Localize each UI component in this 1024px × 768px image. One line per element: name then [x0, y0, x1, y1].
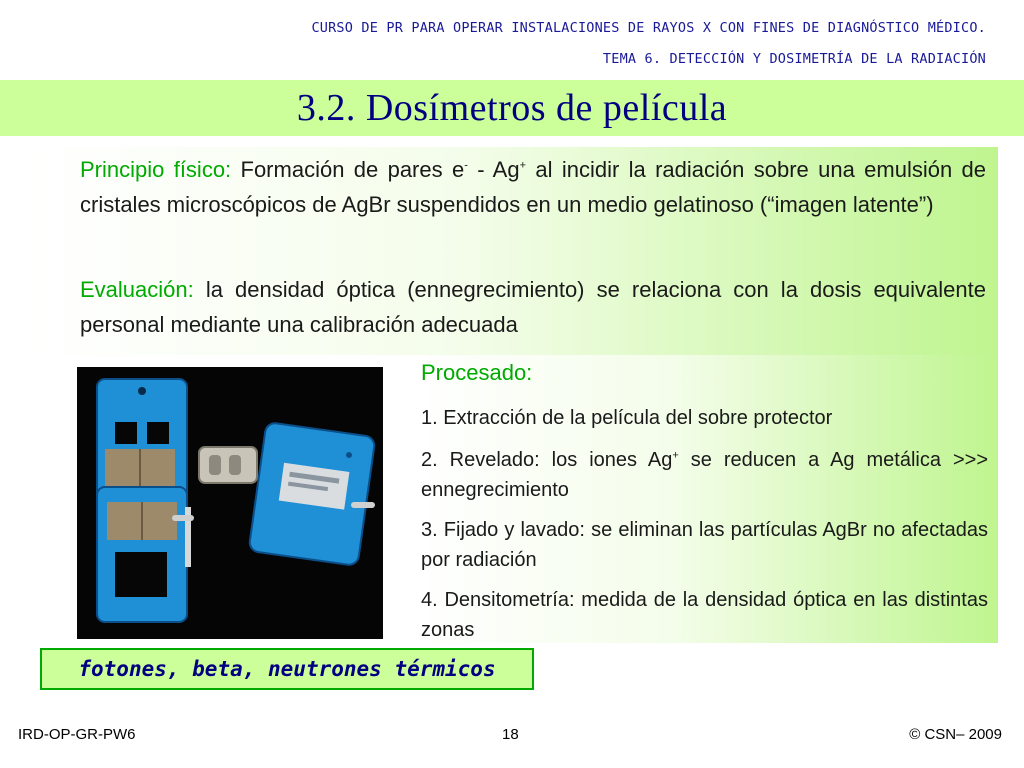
dosimeter-holder-open	[97, 379, 194, 622]
slide-title: 3.2. Dosímetros de película	[296, 87, 728, 129]
processing-step-2: 2. Revelado: los iones Ag+ se reducen a Ag metálica >>> ennegrecimiento	[421, 449, 989, 501]
evaluation-paragraph: Evaluación: la densidad óptica (ennegrecimiento) se relaciona con la dosis equivalente personal mediante una calibración adecuada	[80, 277, 986, 337]
radiation-types-caption: fotones, beta, neutrones térmicos	[40, 648, 534, 690]
metal-clip	[199, 447, 257, 483]
film-dosimeter-photo	[77, 367, 383, 639]
footer-code: IRD-OP-GR-PW6	[18, 726, 136, 743]
evaluation-label: Evaluación:	[80, 277, 194, 302]
processing-heading: Procesado:	[421, 360, 533, 385]
processing-step-3: 3. Fijado y lavado: se eliminan las partículas AgBr no afectadas por radiación	[421, 519, 988, 571]
principle-label: Principio físico:	[80, 157, 232, 182]
course-header: CURSO DE PR PARA OPERAR INSTALACIONES DE RAYOS X CON FINES DE DIAGNÓSTICO MÉDICO.	[311, 20, 986, 36]
page-number: 18	[502, 726, 519, 743]
dosimeter-holder-closed	[248, 422, 375, 566]
processing-step-4: 4. Densitometría: medida de la densidad óptica en las distintas zonas	[421, 589, 988, 641]
principle-paragraph: Principio físico: Formación de pares e- - Ag+ al incidir la radiación sobre una emulsión de cristales microscópicos de AgBr suspendidos en un medio gelatinoso (“imagen latente”)	[80, 157, 986, 217]
copyright: © CSN– 2009	[909, 726, 1002, 743]
topic-header: TEMA 6. DETECCIÓN Y DOSIMETRÍA DE LA RADIACIÓN	[602, 51, 986, 67]
processing-step-1: 1. Extracción de la película del sobre protector	[421, 407, 833, 429]
